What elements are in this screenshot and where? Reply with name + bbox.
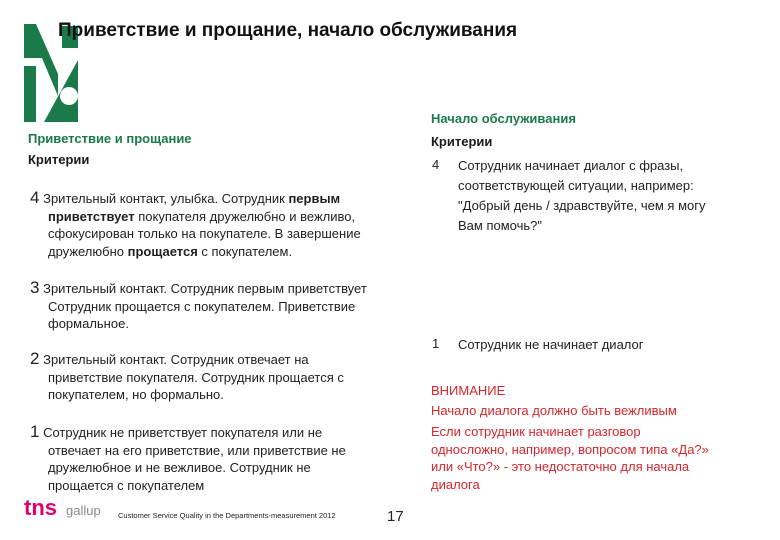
item-text-bold: первым [288,191,341,206]
item-number: 4 [30,188,40,207]
right-item-4-number: 4 [432,157,440,172]
item-text: "Добрый день / здравствуйте, чем я могу [458,198,706,213]
item-number: 3 [30,278,40,297]
item-text: Зрительный контакт. Сотрудник первым приветствует [43,281,367,296]
left-item-4 [30,189,410,260]
logo-tns-text: tns [24,495,57,520]
footer-caption: Customer Service Quality in the Departments-measurement 2012 [118,511,336,520]
item-text: покупателя дружелюбно и вежливо, [134,208,356,224]
item-text: дружелюбно [48,243,128,259]
item-number: 2 [30,349,40,368]
left-item-3 [30,279,420,333]
page-number: 17 [387,508,404,525]
page-title: Приветствие и прощание, начало обслуживания [58,20,518,41]
left-item-1 [30,423,410,494]
tns-gallup-logo-icon [24,493,106,523]
attention-text: или «Что?» - это недостаточно для начала [431,459,690,474]
attention-title: ВНИМАНИЕ [431,383,506,398]
item-text-bold: прощается [127,243,198,259]
item-text-bold: приветствует [48,208,135,224]
attention-text: Начало диалога должно быть вежливым [431,403,677,418]
item-number: 1 [30,422,40,441]
attention-block [431,381,761,421]
item-text: прощается с покупателем [48,477,205,493]
item-text: Зрительный контакт, улыбка. Сотрудник [43,191,289,206]
item-text: соответствующей ситуации, например: [458,178,694,193]
left-heading: Приветствие и прощание [28,131,192,146]
item-text: приветствие покупателя. Сотрудник прощается с [48,369,344,385]
attention-text: диалога [431,476,480,492]
item-text: Зрительный контакт. Сотрудник отвечает на [43,352,309,367]
item-text: Сотрудник начинает диалог с фразы, [458,158,684,173]
item-text: с покупателем. [197,243,293,259]
attention-text: Если сотрудник начинает разговор [431,424,641,439]
right-item-4-text [458,156,758,236]
left-criteria-label: Критерии [28,152,90,167]
right-heading: Начало обслуживания [431,111,576,126]
item-text: Сотрудник прощается с покупателем. Приветствие [48,298,356,314]
right-item-1-text: Сотрудник не начинает диалог [458,337,644,352]
attention-note [431,423,771,493]
left-item-2 [30,350,410,404]
item-text: сфокусирован только на покупателе. В завершение [48,226,361,241]
item-text: Сотрудник не приветствует покупателя или не [43,425,323,440]
logo-gallup-text: gallup [66,503,101,518]
item-text: дружелюбное и не вежливое. Сотрудник не [48,460,311,475]
item-text: формальное. [48,316,129,331]
item-text: отвечает на его приветствие, или приветствие не [48,442,346,458]
right-criteria-label: Критерии [431,134,493,149]
item-text: Вам помочь?" [458,218,542,233]
right-item-1-number: 1 [432,336,440,351]
item-text: покупателем, но формально. [48,387,224,402]
attention-text: односложно, например, вопросом типа «Да?» [431,441,709,457]
